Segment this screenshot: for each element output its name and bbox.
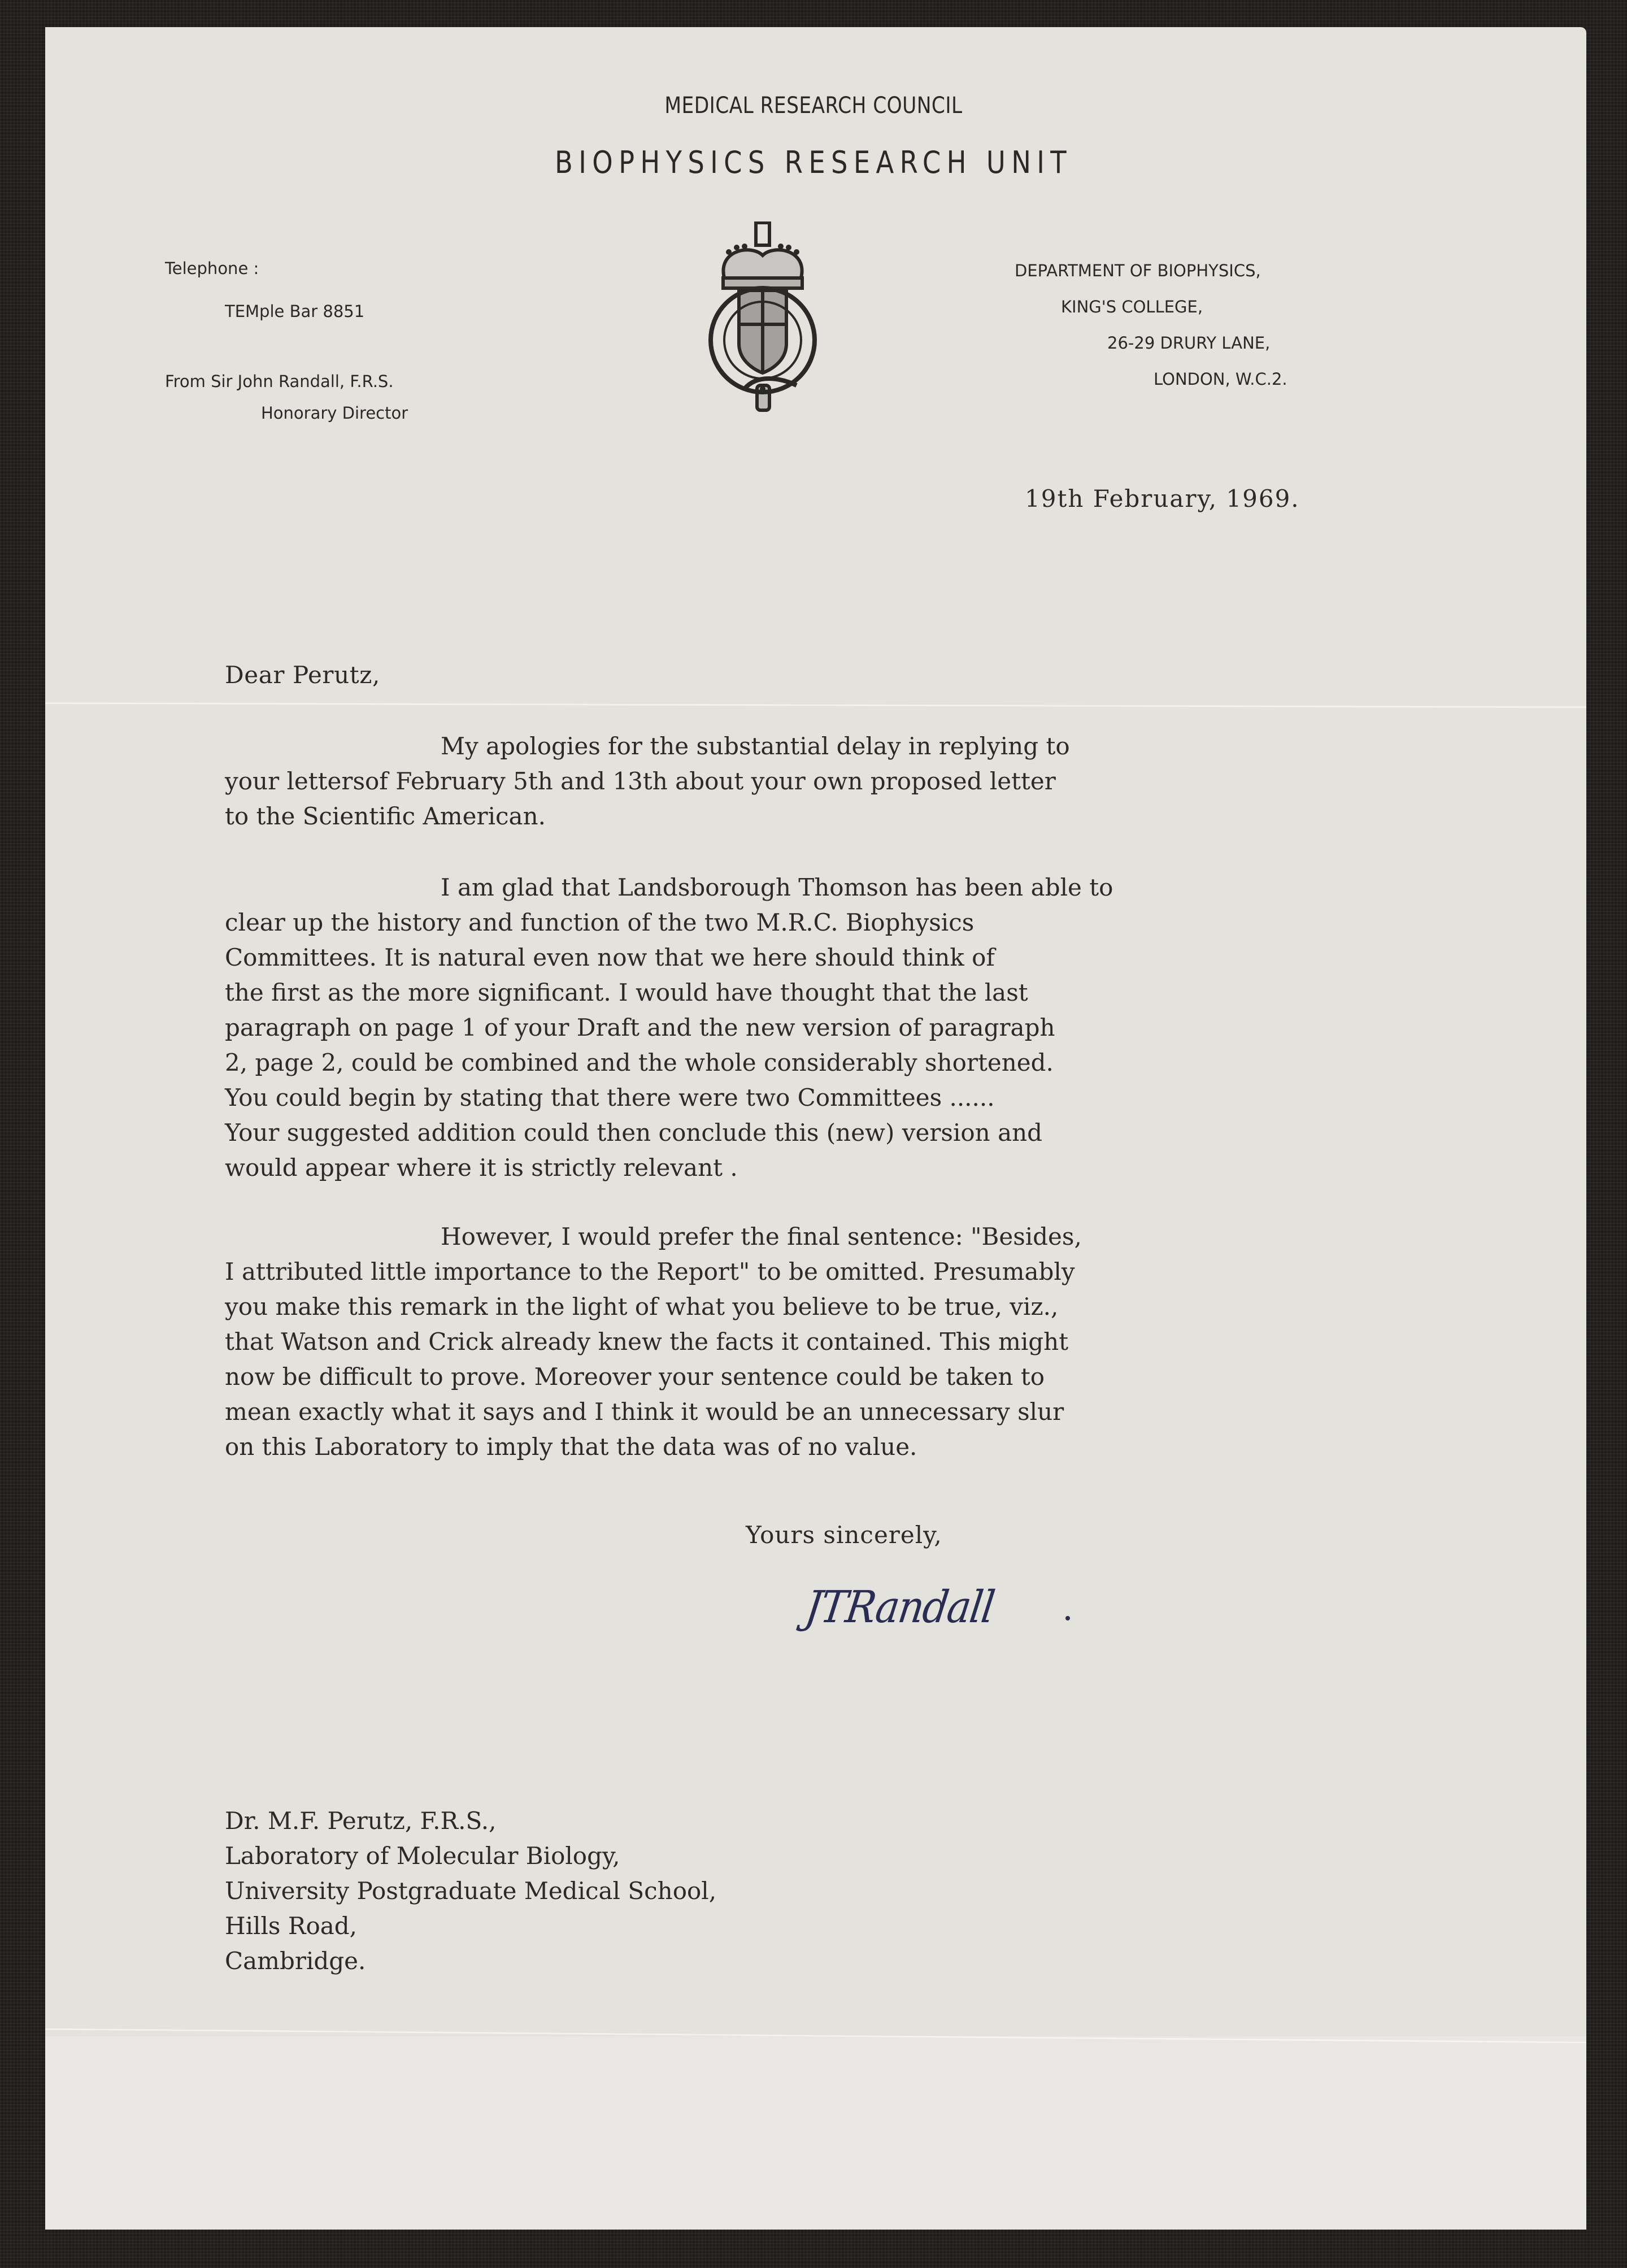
recipient-line: Cambridge. bbox=[225, 1947, 366, 1975]
paragraph-line: mean exactly what it says and I think it would be an unnecessary slur bbox=[225, 1398, 1064, 1426]
paragraph-line: You could begin by stating that there were two Committees ...... bbox=[225, 1084, 995, 1111]
recipient-line: Hills Road, bbox=[225, 1912, 358, 1940]
paragraph-line: I am glad that Landsborough Thomson has been able to bbox=[441, 874, 1113, 901]
royal-crest-icon bbox=[678, 221, 847, 425]
paragraph-line: your lettersof February 5th and 13th about your own proposed letter bbox=[225, 767, 1056, 795]
paragraph-line: that Watson and Crick already knew the facts it contained. This might bbox=[225, 1328, 1069, 1355]
address-line-2: KING'S COLLEGE, bbox=[1061, 297, 1203, 316]
paragraph-line: would appear where it is strictly relevant . bbox=[225, 1154, 738, 1181]
closing: Yours sincerely, bbox=[746, 1521, 942, 1549]
paragraph-line: Committees. It is natural even now that we here should think of bbox=[225, 944, 995, 971]
recipient-line: Dr. M.F. Perutz, F.R.S., bbox=[225, 1807, 497, 1835]
letter-date: 19th February, 1969. bbox=[1025, 485, 1300, 512]
letterhead-organization: MEDICAL RESEARCH COUNCIL bbox=[664, 93, 963, 119]
telephone-number: TEMple Bar 8851 bbox=[225, 302, 365, 321]
paragraph-line: on this Laboratory to imply that the data was of no value. bbox=[225, 1433, 917, 1461]
paragraph-1 bbox=[225, 729, 1070, 834]
paragraph-line: paragraph on page 1 of your Draft and the new version of paragraph bbox=[225, 1014, 1055, 1041]
address-line-3: 26-29 DRURY LANE, bbox=[1107, 333, 1271, 353]
paragraph-line: now be difficult to prove. Moreover your sentence could be taken to bbox=[225, 1363, 1045, 1391]
paragraph-3 bbox=[225, 1219, 1082, 1465]
paragraph-line: you make this remark in the light of what you believe to be true, viz., bbox=[225, 1293, 1059, 1320]
sender-line: From Sir John Randall, F.R.S. bbox=[165, 372, 394, 391]
signature-dot bbox=[1065, 1616, 1070, 1620]
paragraph-line: to the Scientific American. bbox=[225, 802, 546, 830]
paragraph-line: Your suggested addition could then conclude this (new) version and bbox=[225, 1119, 1043, 1146]
paragraph-2 bbox=[225, 870, 1113, 1185]
paragraph-line: However, I would prefer the final sentence: "Besides, bbox=[441, 1223, 1082, 1250]
recipient-line: Laboratory of Molecular Biology, bbox=[225, 1842, 620, 1870]
handwritten-signature: JTRandall bbox=[802, 1582, 997, 1633]
letterhead-unit: BIOPHYSICS RESEARCH UNIT bbox=[555, 145, 1072, 180]
lower-fold-panel bbox=[45, 2036, 1586, 2230]
salutation: Dear Perutz, bbox=[225, 661, 380, 689]
fold-line-upper bbox=[45, 702, 1586, 708]
sender-title: Honorary Director bbox=[261, 403, 408, 423]
recipient-line: University Postgraduate Medical School, bbox=[225, 1877, 717, 1905]
telephone-label: Telephone : bbox=[165, 259, 259, 278]
paragraph-line: My apologies for the substantial delay in replying to bbox=[441, 732, 1070, 760]
paragraph-line: I attributed little importance to the Report" to be omitted. Presumably bbox=[225, 1258, 1075, 1285]
address-line-4: LONDON, W.C.2. bbox=[1154, 370, 1287, 389]
address-line-1: DEPARTMENT OF BIOPHYSICS, bbox=[1015, 261, 1261, 280]
paragraph-line: the first as the more significant. I would have thought that the last bbox=[225, 979, 1028, 1006]
paragraph-line: clear up the history and function of the two M.R.C. Biophysics bbox=[225, 909, 975, 936]
recipient-address bbox=[225, 1804, 716, 1979]
paragraph-line: 2, page 2, could be combined and the whole considerably shortened. bbox=[225, 1049, 1054, 1076]
